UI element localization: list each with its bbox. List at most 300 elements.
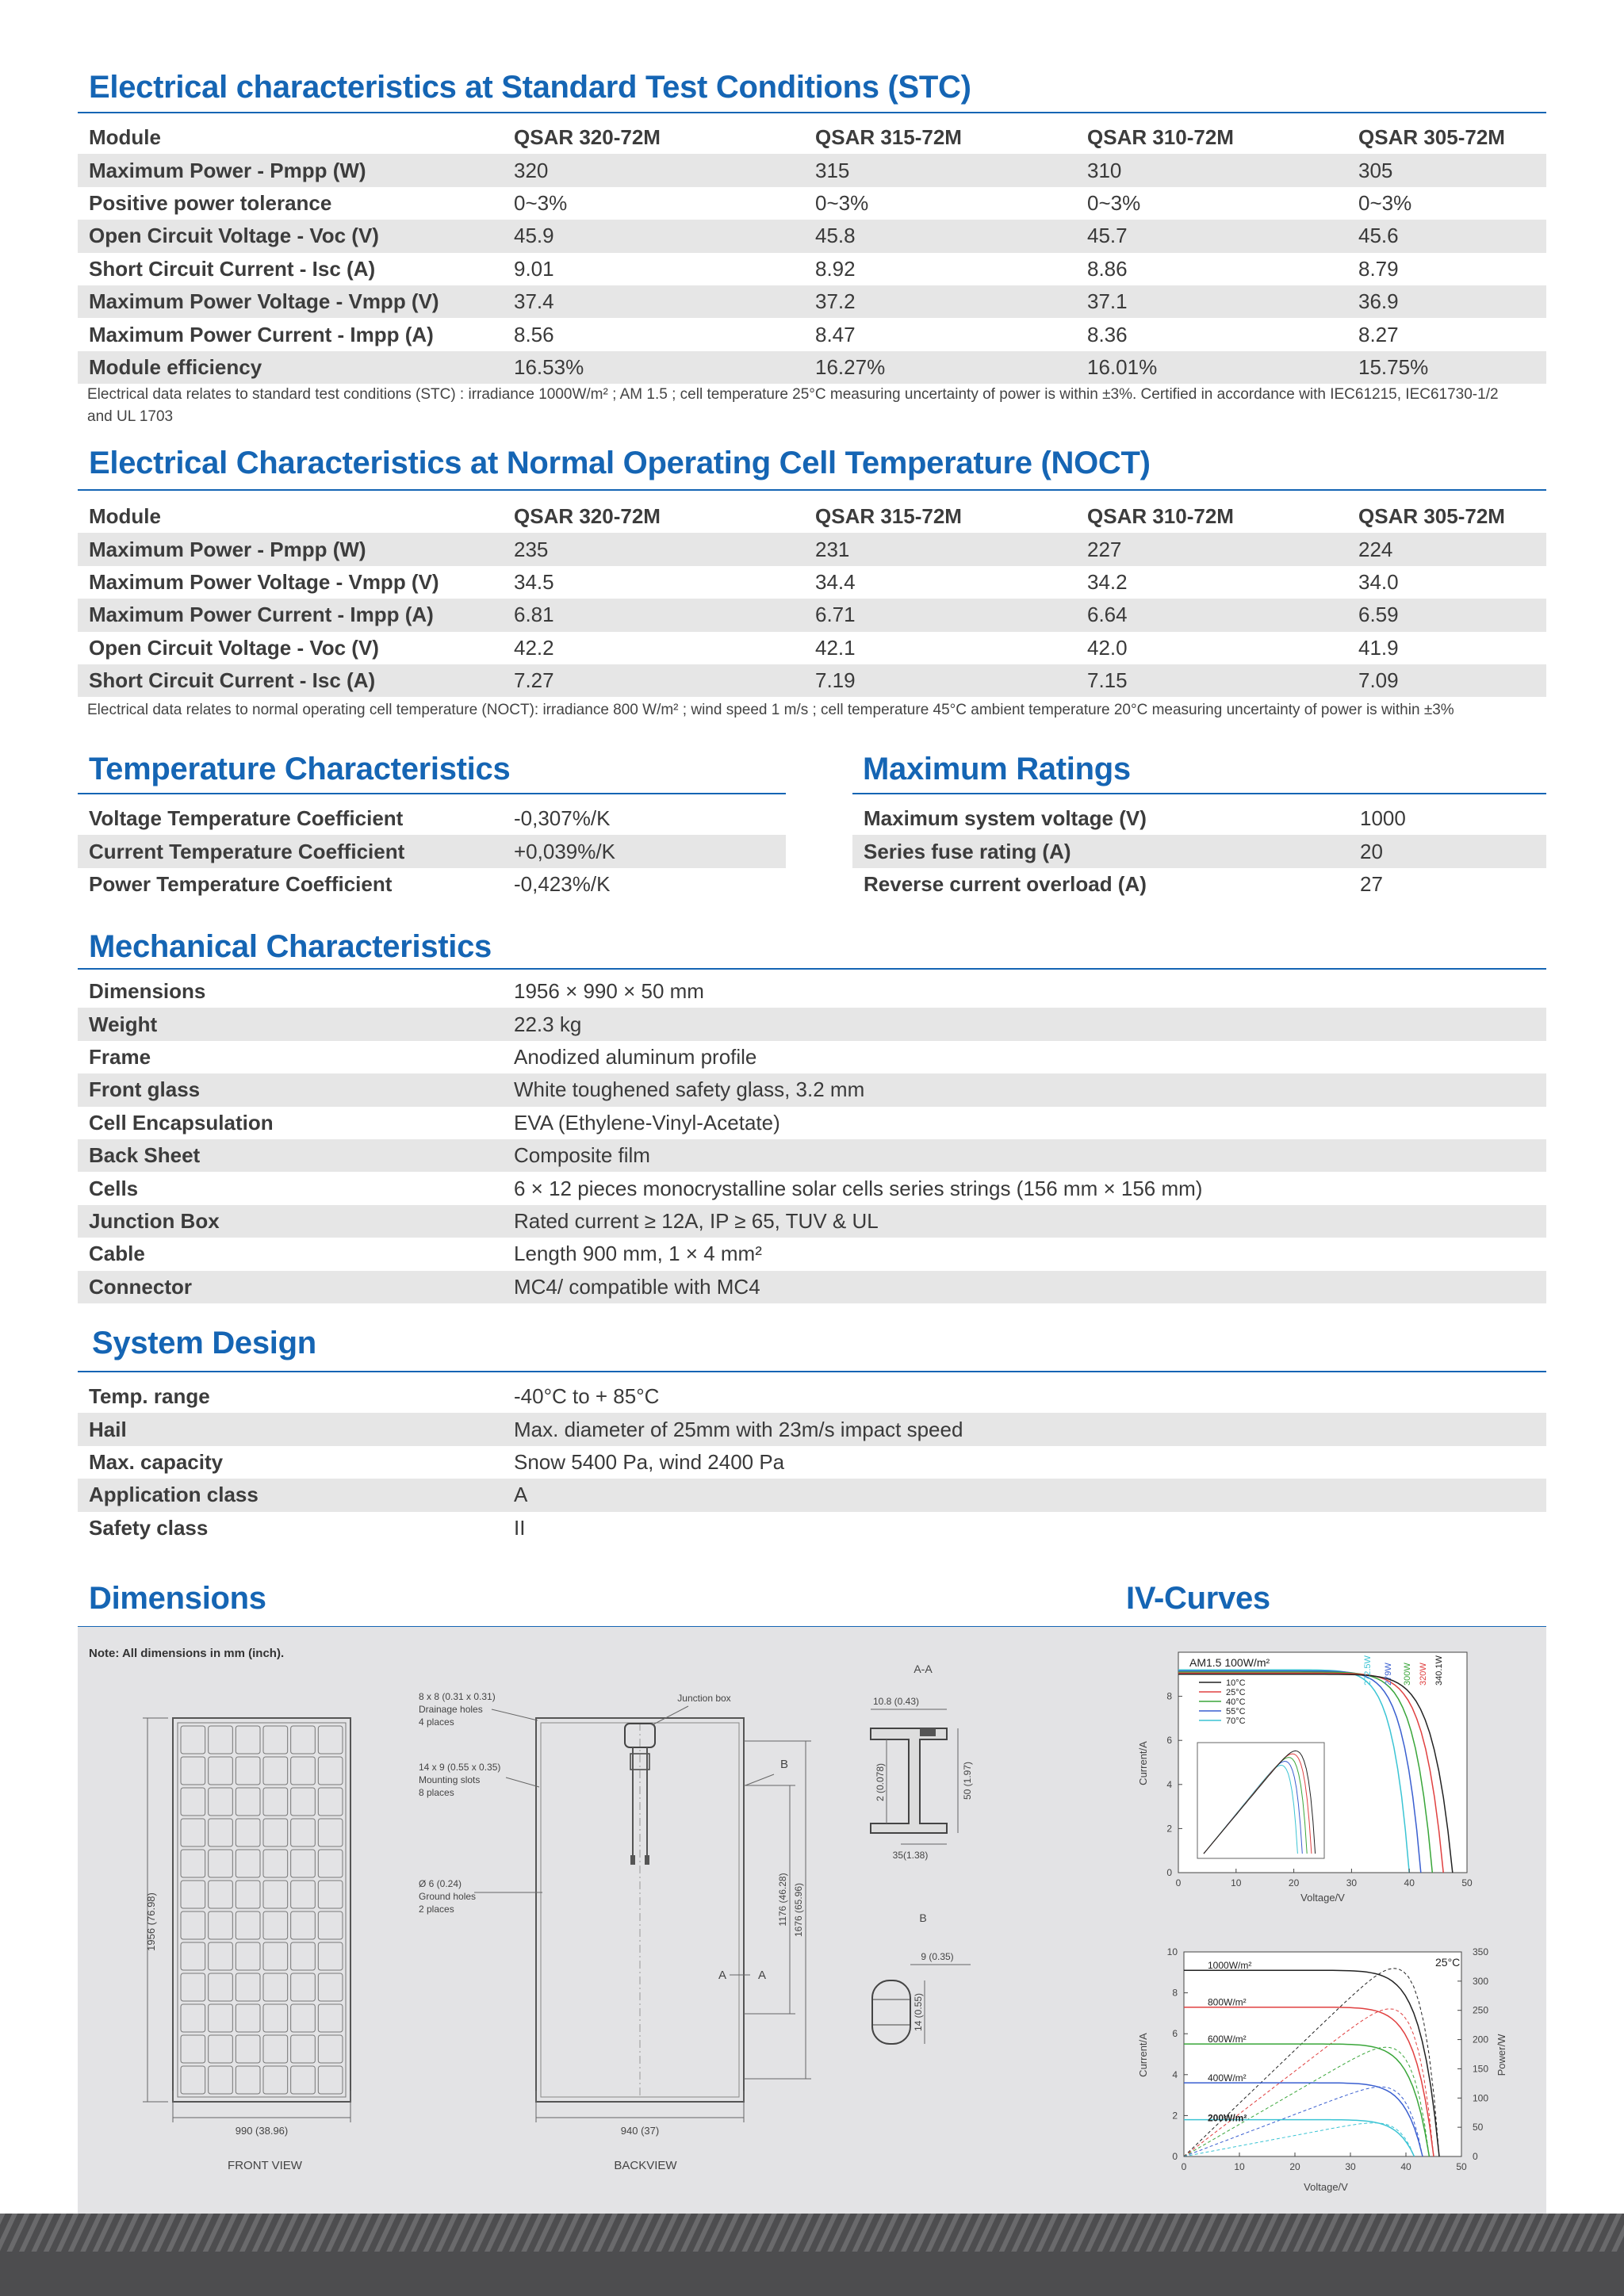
noct-cell: 231 [804,533,1076,565]
c1-legend-label: 40°C [1226,1697,1246,1707]
section-aa-label: A-A [914,1663,933,1675]
front-view-drawing [143,1718,350,2172]
stc-cell: 16.01% [1076,351,1347,384]
ground-line2: Ground holes [419,1891,477,1902]
stc-cell: QSAR 320-72M [514,125,661,150]
solar-cell [181,1881,205,1908]
stc-row [78,220,1546,252]
solar-cell [236,2035,260,2063]
mechanical-row-label: Frame [89,1044,151,1069]
solar-cell [318,1788,343,1816]
noct-header-row [78,500,1546,533]
system-cell: II [514,1515,526,1540]
stc-cell: 45.7 [1076,220,1347,252]
mechanical-row-label: Cell Encapsulation [89,1110,274,1135]
c2-ytick-label: 8 [1172,1987,1178,1999]
front-view-label: FRONT VIEW [228,2159,302,2172]
aa-side-dim: 50 (1.97) [962,1761,973,1800]
solar-cell [209,2066,233,2094]
mechanical-row-label: Junction Box [78,1205,503,1238]
c1-title: AM1.5 100W/m² [1189,1656,1270,1669]
solar-cell [181,1788,205,1816]
temperature-cell: -0,423%/K [514,871,611,896]
noct-row [78,566,1546,599]
solar-cell [291,1850,316,1877]
stc-cell: 0~3% [815,190,869,215]
temperature-row [78,835,786,867]
drainage-line3: 4 places [419,1716,454,1728]
solar-cell [263,2066,288,2094]
stc-cell: 36.9 [1347,285,1546,318]
solar-cell [181,2066,205,2094]
front-cell-grid [181,1726,343,2094]
c2-irr-label: 600W/m² [1208,2034,1247,2045]
c1-ylabel: Current/A [1137,1741,1149,1785]
mechanical-row [78,1238,1546,1270]
stc-cell: 37.1 [1076,285,1347,318]
stc-cell: 320 [503,154,804,186]
noct-cell: 42.0 [1087,635,1128,660]
solar-cell [236,1973,260,2001]
c1-xtick-label: 10 [1231,1877,1242,1888]
stc-cell: 305 [1347,154,1546,186]
noct-title: Electrical Characteristics at Normal Operating Cell Temperature (NOCT) [89,446,1151,480]
solar-cell [181,1819,205,1846]
ratings-row [852,868,1546,901]
noct-cell: 7.09 [1347,664,1546,697]
stc-row-label: Maximum Power Current - Impp (A) [89,322,434,346]
stc-row [78,351,1546,384]
stc-cell: 8.27 [1358,322,1399,346]
c1-peak-label: 340.1W [1434,1655,1444,1686]
solar-cell [181,1757,205,1785]
ratings-row-label: Reverse current overload (A) [864,871,1147,896]
system-title: System Design [92,1326,316,1360]
aa-inner-dim: 2 (0.078) [875,1762,886,1802]
solar-cell [263,1881,288,1908]
solar-cell [291,2035,316,2063]
c2-y2tick-label: 250 [1473,2004,1489,2016]
solar-cell [236,1788,260,1816]
c2-xtick-label: 30 [1345,2161,1356,2172]
solar-cell [181,1850,205,1877]
system-row [78,1380,1546,1413]
mechanical-row-label: Dimensions [89,979,206,1004]
mechanical-row [78,1041,1546,1073]
ratings-cell: 27 [1360,871,1383,896]
c1-peak-label: 320W [1419,1663,1428,1686]
solar-cell [236,1850,260,1877]
noct-cell: 7.15 [1076,664,1347,697]
mechanical-cell: Rated current ≥ 12A, IP ≥ 65, TUV & UL [503,1205,1546,1238]
ratings-row [852,802,1546,835]
system-row-label: Max. capacity [89,1449,224,1474]
c2-ytick-label: 4 [1172,2068,1178,2080]
mechanical-row [78,1139,1546,1172]
b-top-dim: 9 (0.35) [921,1951,954,1962]
temperature-title: Temperature Characteristics [89,752,511,786]
temperature-cell: -0,307%/K [514,806,611,831]
drawings-panel [78,1627,1546,2214]
drawings-svg [78,1627,1546,2214]
stc-row [78,253,1546,285]
b-side-dim: 14 (0.55) [913,1992,924,2032]
c2-xtick-label: 0 [1181,2161,1187,2172]
noct-row [78,599,1546,631]
mounting-line1: 14 x 9 (0.55 x 0.35) [419,1762,501,1773]
stc-note-line2: and UL 1703 [87,408,174,425]
solar-cell [209,1819,233,1846]
c2-irr-label: 400W/m² [1208,2072,1247,2084]
noct-row [78,533,1546,565]
solar-cell [318,1850,343,1877]
ratings-row-label: Maximum system voltage (V) [864,806,1147,831]
mechanical-row [78,1107,1546,1139]
section-b-label: B [919,1911,927,1924]
solar-cell [318,1881,343,1908]
temperature-table [78,802,786,901]
solar-cell [291,1973,316,2001]
mechanical-cell: Composite film [503,1139,1546,1172]
aa-bottom-dim: 35(1.38) [892,1850,929,1861]
system-row [78,1413,1546,1445]
stc-cell: 8.36 [1087,322,1128,346]
c2-irr-label: 200W/m² [1208,2112,1247,2124]
mechanical-row [78,1008,1546,1040]
stc-cell: 8.56 [514,322,554,346]
solar-cell [181,1911,205,1939]
system-row-label: Hail [78,1413,503,1445]
noct-row [78,632,1546,664]
system-cell: Snow 5400 Pa, wind 2400 Pa [514,1449,785,1474]
noct-note: Electrical data relates to normal operating cell temperature (NOCT): irradiance 800 W/m² ; wind speed 1 m/s ; cell temperature 45°C ambient temperature 20°C measuring uncertainty of power is within ±3% [87,702,1454,718]
aa-top-dim: 10.8 (0.43) [872,1696,920,1707]
c1-xtick-label: 20 [1288,1877,1300,1888]
solar-cell [236,1881,260,1908]
noct-cell: 34.2 [1087,569,1128,594]
noct-cell: 227 [1076,533,1347,565]
stc-note [87,384,1499,428]
stc-cell: 16.27% [804,351,1076,384]
section-aa-drawing [871,1663,973,1861]
solar-cell [291,1911,316,1939]
stc-row-label: Module [89,125,161,150]
noct-cell: 34.5 [514,569,554,594]
stc-cell: QSAR 315-72M [815,125,962,150]
solar-cell [291,1757,316,1785]
noct-cell: 7.27 [503,664,804,697]
c1-peak-label: 279W [1384,1663,1393,1686]
mechanical-row-label: Weight [78,1008,503,1040]
back-a-marker-right: A [758,1969,767,1982]
mechanical-cell: EVA (Ethylene-Vinyl-Acetate) [514,1110,780,1135]
back-1676-dim: 1676 (65.96) [793,1882,804,1938]
mechanical-row [78,975,1546,1008]
stc-cell: 0~3% [1087,190,1141,215]
mechanical-cell: 1956 × 990 × 50 mm [514,979,704,1004]
mechanical-cell: MC4/ compatible with MC4 [503,1271,1546,1303]
front-width-dim: 990 (38.96) [235,2125,289,2137]
footer-band [0,2214,1624,2296]
solar-cell [291,1726,316,1754]
noct-cell: 6.64 [1076,599,1347,631]
back-a-marker-left: A [718,1969,727,1982]
stc-cell: QSAR 305-72M [1358,125,1505,150]
solar-cell [209,1788,233,1816]
stc-row-label: Module efficiency [78,351,503,384]
solar-cell [236,1819,260,1846]
c1-xtick-label: 40 [1404,1877,1415,1888]
c1-legend-label: 70°C [1226,1716,1246,1726]
c2-y2tick-label: 350 [1473,1946,1489,1957]
solar-cell [291,2066,316,2094]
solar-cell [291,1819,316,1846]
c2-y2tick-label: 100 [1473,2092,1489,2104]
mechanical-cell: Anodized aluminum profile [514,1044,757,1069]
c2-irr-label: 1000W/m² [1208,1960,1252,1972]
solar-cell [236,2066,260,2094]
mechanical-row [78,1205,1546,1238]
noct-cell: 235 [503,533,804,565]
noct-cell: 41.9 [1358,635,1399,660]
noct-row-label: Maximum Power Voltage - Vmpp (V) [89,569,439,594]
solar-cell [181,1973,205,2001]
system-row [78,1512,1546,1544]
c1-peak-label: 272.5W [1363,1655,1373,1686]
noct-row-label: Module [89,504,161,529]
solar-cell [236,1911,260,1939]
junction-box-label: Junction box [677,1693,731,1704]
solar-cell [181,1726,205,1754]
noct-cell: 224 [1347,533,1546,565]
solar-cell [291,2004,316,2032]
solar-cell [263,1819,288,1846]
mechanical-title-rule [78,968,1546,970]
solar-cell [318,1819,343,1846]
back-width-dim: 940 (37) [620,2125,660,2137]
mechanical-row [78,1073,1546,1106]
mechanical-table [78,975,1546,1303]
ratings-title: Maximum Ratings [863,752,1131,786]
solar-cell [263,2035,288,2063]
noct-cell: QSAR 315-72M [815,504,962,529]
c2-xlabel: Voltage/V [1304,2181,1348,2193]
c1-xtick-label: 30 [1346,1877,1358,1888]
mounting-line3: 8 places [419,1787,454,1798]
stc-row [78,154,1546,186]
temperature-cell: +0,039%/K [503,835,786,867]
mechanical-row-label: Back Sheet [78,1139,503,1172]
noct-cell: 34.0 [1358,569,1399,594]
solar-cell [209,1850,233,1877]
stc-cell: QSAR 310-72M [1087,125,1234,150]
c2-irr-label: 800W/m² [1208,1996,1247,2008]
solar-cell [318,1911,343,1939]
mechanical-row-label: Cells [89,1176,139,1200]
solar-cell [209,1757,233,1785]
mechanical-cell: White toughened safety glass, 3.2 mm [503,1073,1546,1106]
solar-cell [291,1881,316,1908]
mechanical-title: Mechanical Characteristics [89,929,492,964]
noct-row-label: Open Circuit Voltage - Voc (V) [89,635,379,660]
c2-xtick-label: 50 [1456,2161,1467,2172]
c2-temp-label: 25°C [1435,1956,1461,1969]
temperature-title-rule [78,793,786,794]
solar-cell [318,1973,343,2001]
temperature-row-label: Current Temperature Coefficient [78,835,503,867]
c2-y2tick-label: 150 [1473,2063,1489,2075]
back-b-marker: B [780,1758,789,1771]
solar-cell [181,2035,205,2063]
c2-y2label: Power/W [1496,2034,1507,2076]
solar-cell [209,1942,233,1970]
ratings-cell: 20 [1349,835,1546,867]
stc-row [78,187,1546,220]
back-view-label: BACKVIEW [614,2159,677,2172]
system-row [78,1446,1546,1479]
temperature-row [78,868,786,901]
dimensions-note: Note: All dimensions in mm (inch). [89,1647,285,1660]
solar-cell [263,1757,288,1785]
stc-table [78,121,1546,384]
solar-cell [263,1942,288,1970]
mechanical-row [78,1271,1546,1303]
noct-cell: 42.2 [514,635,554,660]
stc-row-label: Positive power tolerance [89,190,332,215]
solar-cell [236,1757,260,1785]
solar-cell [209,2035,233,2063]
ratings-row-label: Series fuse rating (A) [852,835,1349,867]
noct-row [78,664,1546,697]
c2-y2tick-label: 300 [1473,1975,1489,1987]
mechanical-cell: Length 900 mm, 1 × 4 mm² [514,1242,762,1266]
solar-cell [291,1788,316,1816]
solar-cell [263,1726,288,1754]
noct-cell: QSAR 305-72M [1358,504,1505,529]
system-table [78,1380,1546,1544]
stc-cell: 8.86 [1087,256,1128,281]
c2-ytick-label: 10 [1166,1946,1178,1957]
noct-row-label: Maximum Power - Pmpp (W) [78,533,503,565]
solar-cell [209,1973,233,2001]
c2-ytick-label: 0 [1172,2151,1178,2162]
noct-row-label: Short Circuit Current - Isc (A) [78,664,503,697]
solar-cell [209,1726,233,1754]
c1-legend-label: 55°C [1226,1707,1246,1716]
iv-title: IV-Curves [1126,1581,1270,1616]
c2-ylabel: Current/A [1137,2033,1149,2077]
noct-title-rule [78,489,1546,491]
solar-cell [181,1942,205,1970]
system-row-label: Safety class [89,1515,209,1540]
stc-row [78,318,1546,350]
ratings-row [852,835,1546,867]
system-cell: -40°C to + 85°C [514,1384,660,1409]
mounting-line2: Mounting slots [419,1774,481,1785]
ratings-table [852,802,1546,901]
c2-xtick-label: 20 [1289,2161,1300,2172]
stc-cell: 15.75% [1347,351,1546,384]
solar-cell [318,2066,343,2094]
solar-cell [318,1757,343,1785]
solar-cell [263,2004,288,2032]
solar-cell [263,1911,288,1939]
stc-cell: 37.4 [503,285,804,318]
stc-row-label: Open Circuit Voltage - Voc (V) [78,220,503,252]
stc-title-rule [78,112,1546,113]
ratings-cell: 1000 [1360,806,1406,831]
stc-row [78,285,1546,318]
noct-table [78,500,1546,697]
stc-note-line1: Electrical data relates to standard test conditions (STC) : irradiance 1000W/m² ; AM 1.5 ; cell temperature 25°C measuring uncertainty of power is within ±3%. Certified in accordance with IEC61215, IEC61730-1/2 [87,386,1499,403]
system-row-label: Temp. range [89,1384,210,1409]
drainage-line2: Drainage holes [419,1704,483,1715]
solar-cell [318,1726,343,1754]
solar-cell [263,1850,288,1877]
solar-cell [236,1726,260,1754]
c1-ytick-label: 8 [1166,1690,1172,1702]
iv-chart-irradiance [1137,1946,1507,2193]
c2-y2tick-label: 200 [1473,2034,1489,2045]
stc-cell: 45.9 [503,220,804,252]
system-title-rule [78,1371,1546,1372]
solar-cell [263,1788,288,1816]
front-height-dim: 1956 (76.98) [145,1892,157,1951]
mechanical-row-label: Front glass [78,1073,503,1106]
solar-cell [318,1942,343,1970]
c1-legend-label: 25°C [1226,1688,1246,1697]
stc-cell: 0~3% [1358,190,1412,215]
solar-cell [209,1881,233,1908]
noct-cell: 34.4 [815,569,856,594]
temperature-row [78,802,786,835]
noct-cell: QSAR 310-72M [1087,504,1234,529]
c1-xtick-label: 0 [1175,1877,1182,1888]
noct-cell: 42.1 [815,635,856,660]
system-row [78,1479,1546,1511]
noct-cell: 7.19 [804,664,1076,697]
back-1176-dim: 1176 (46.28) [777,1873,788,1927]
mechanical-cell: 22.3 kg [503,1008,1546,1040]
solar-cell [236,1942,260,1970]
solar-cell [318,2035,343,2063]
solar-cell [318,2004,343,2032]
mechanical-row-label: Connector [78,1271,503,1303]
stc-cell: 16.53% [503,351,804,384]
system-cell: Max. diameter of 25mm with 23m/s impact speed [503,1413,1546,1445]
noct-cell: 6.71 [804,599,1076,631]
stc-title: Electrical characteristics at Standard Test Conditions (STC) [89,70,971,105]
c1-ytick-label: 0 [1166,1867,1172,1878]
noct-cell: 6.59 [1347,599,1546,631]
solar-cell [263,1973,288,2001]
stc-cell: 8.47 [815,322,856,346]
stc-cell: 45.8 [804,220,1076,252]
noct-cell: 6.81 [503,599,804,631]
stc-cell: 8.79 [1358,256,1399,281]
c2-y2tick-label: 0 [1473,2151,1478,2162]
c1-ytick-label: 2 [1166,1823,1172,1835]
solar-cell [236,2004,260,2032]
system-row-label: Application class [78,1479,503,1511]
solar-cell [291,1942,316,1970]
noct-row-label: Maximum Power Current - Impp (A) [78,599,503,631]
ground-line3: 2 places [419,1904,454,1915]
solar-cell [209,2004,233,2032]
c2-xtick-label: 40 [1400,2161,1411,2172]
c1-xtick-label: 50 [1461,1877,1473,1888]
mechanical-row [78,1172,1546,1204]
